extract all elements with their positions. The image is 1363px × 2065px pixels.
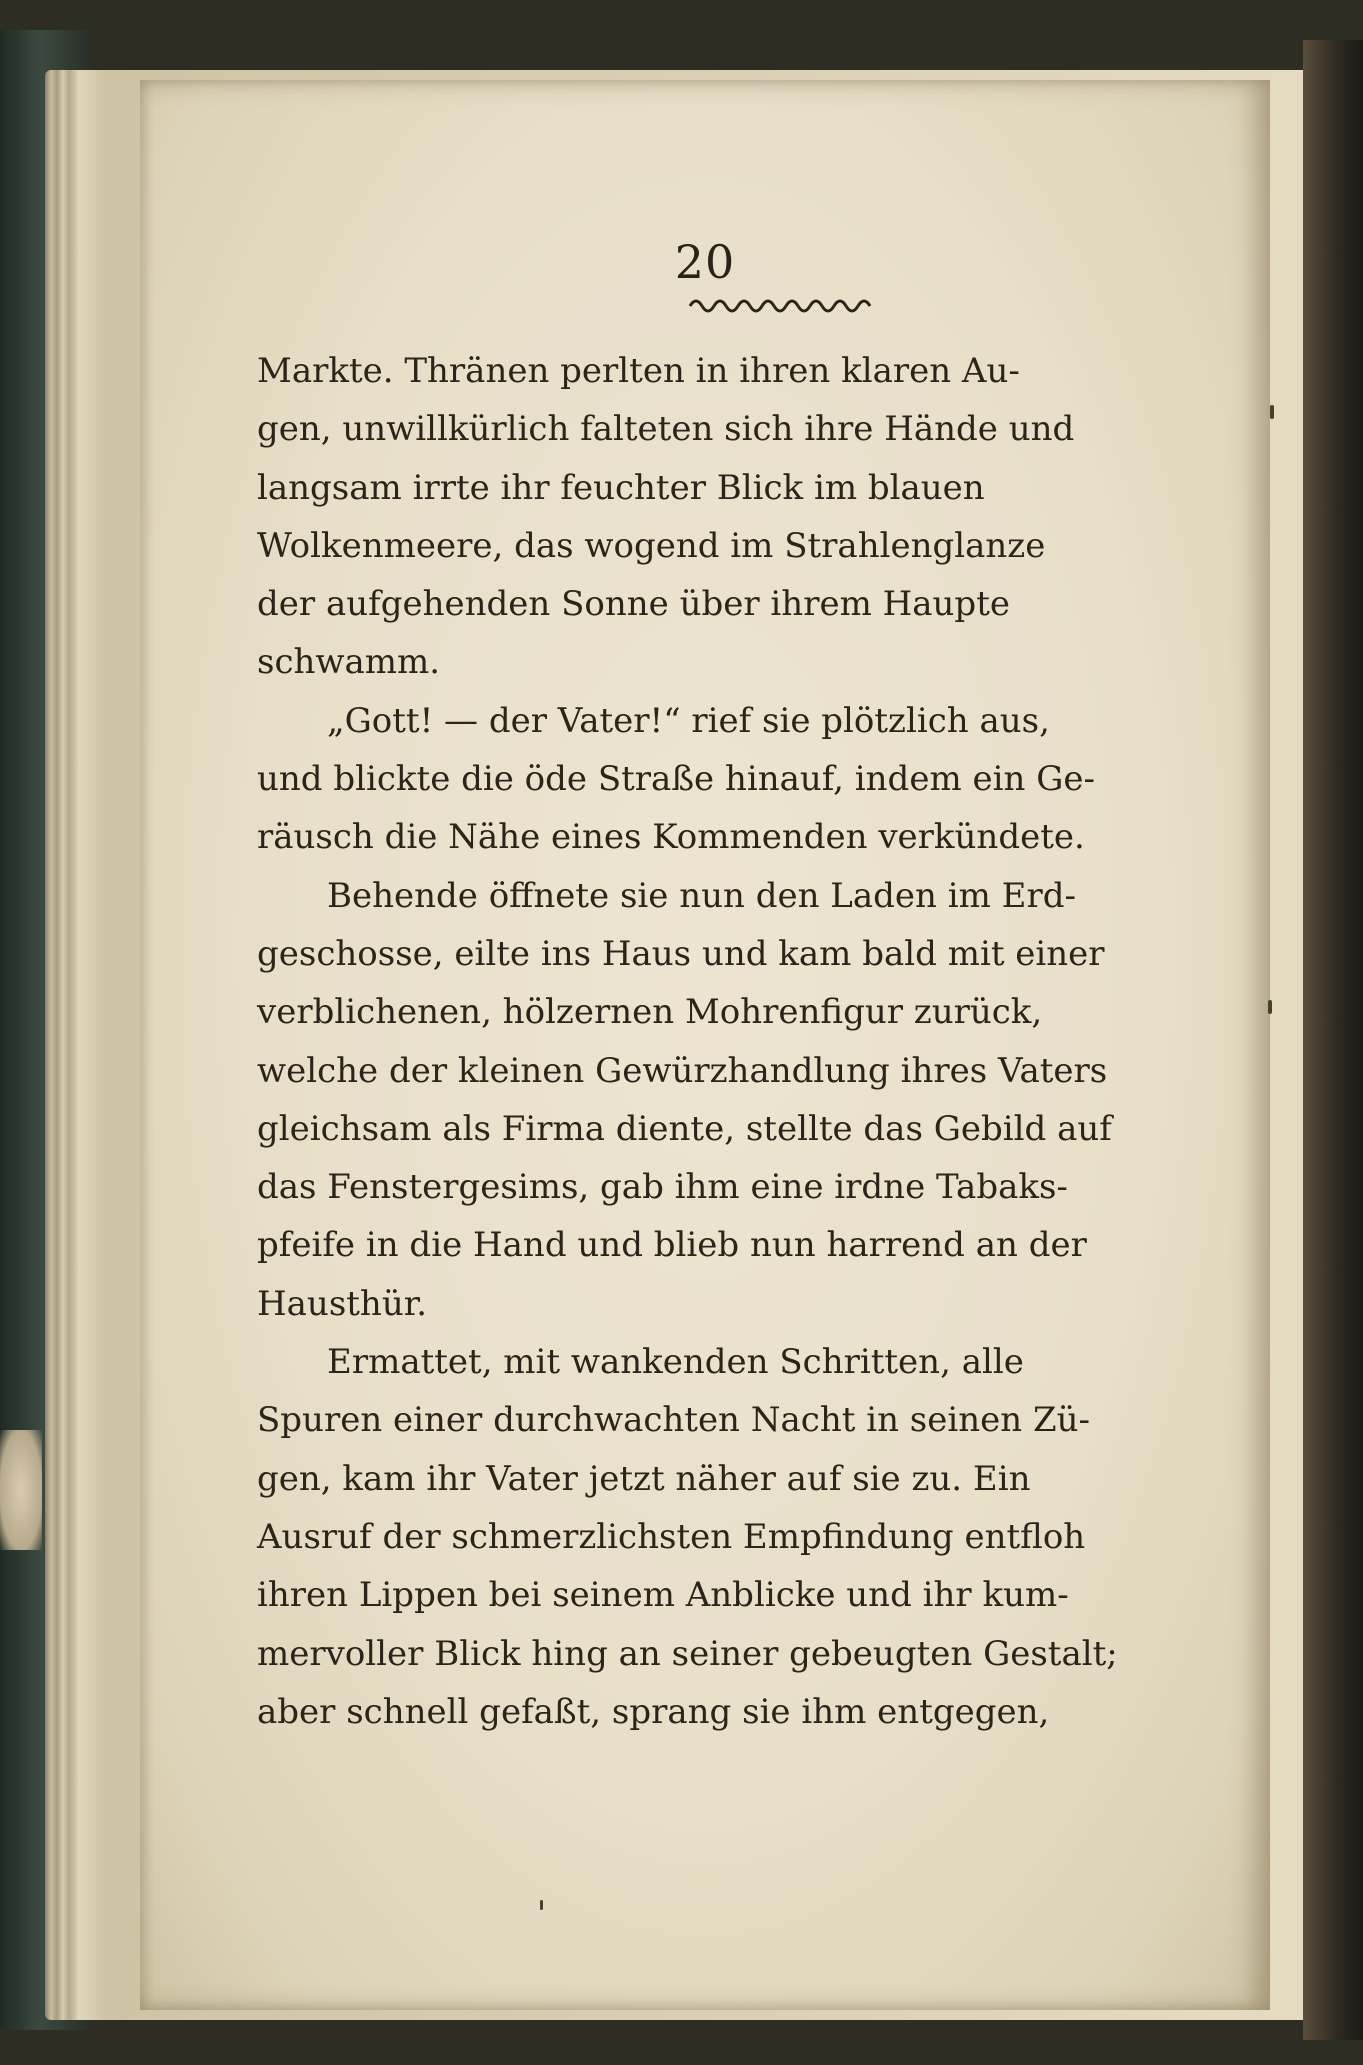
- paragraph-2: „Gott! — der Vater!“ rief sie plötzlich aus, und blickte die öde Straße hinauf, indem ein Ge- räusch die Nähe eines Kommenden verkündete.: [257, 700, 1095, 858]
- paragraph-4: Ermattet, mit wankenden Schritten, alle Spuren einer durchwachten Nacht in seinen Zü- gen, kam ihr Vater jetzt näher auf sie zu. Ein Ausruf der schmerzlichsten Empfindung entfloh ihren Lippen bei seinem Anblicke und ihr kum- mervoller Blick hing an seiner gebeugten Gestalt; aber schnell gefaßt, sprang sie ihm entgegen,: [257, 1342, 1118, 1732]
- page-speck: [540, 1900, 543, 1910]
- paragraph-3: Behende öffnete sie nun den Laden im Erd- geschosse, eilte ins Haus und kam bald mit einer verblichenen, hölzernen Mohrenfigur zurück, welche der kleinen Gewürzhandlung ihres Vaters gleichsam als Firma diente, stellte das Gebild auf das Fenstergesims, gab ihm eine irdne Tabaks- pfeife in die Hand und blieb nun harrend an der Hausthür.: [257, 875, 1112, 1324]
- wave-ornament: [688, 292, 878, 314]
- page-edge-mark: [1268, 1000, 1272, 1014]
- page-number: 20: [674, 235, 736, 289]
- paragraph-1: Markte. Thränen perlten in ihren klaren Au- gen, unwillkürlich falteten sich ihre Hände und langsam irrte ihr feuchter Blick im blauen Wolkenmeere, das wogend im Strahlenglanze der aufgehenden Sonne über ihrem Haupte schwamm.: [257, 351, 1075, 683]
- book-spine-shadow: [1303, 40, 1363, 2040]
- page-edge-mark: [1270, 405, 1274, 419]
- body-text: [257, 342, 1217, 1741]
- paper-damage: [0, 1430, 42, 1550]
